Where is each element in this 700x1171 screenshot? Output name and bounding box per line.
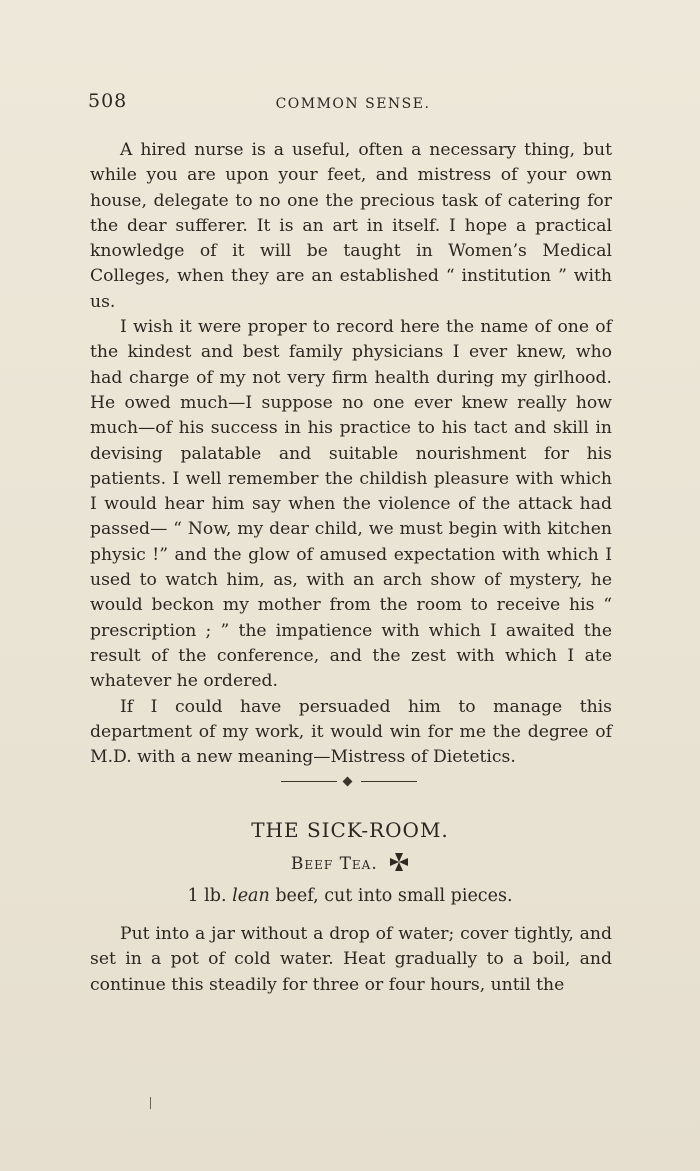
page-number: 508: [88, 90, 128, 112]
page-blemish: [150, 1097, 151, 1109]
page-header: [88, 90, 618, 120]
ingredient-prefix: 1 lb.: [187, 886, 233, 906]
paragraph: I wish it were proper to record here the name of one of the kindest and best family physicians I ever knew, who had charge of my not very firm health during my girlhood. He owed much—I suppose no one ever knew really how much—of his success in his practice to his tact and skill in devising palatable and suitable nourishment for his patients. I well remember the childish pleasure with which I would hear him say when the violence of the attack had passed— “ Now, my dear child, we must begin with kitchen physic !” and the glow of amused expectation with which I used to watch him, as, with an arch show of mystery, he would beckon my mother from the room to receive his “ prescription ; ” the impatience with which I awaited the result of the conference, and the zest with which I ate whatever he ordered.: [90, 317, 612, 692]
divider-line: [281, 781, 337, 782]
ingredient-suffix: beef, cut into small pieces.: [269, 886, 513, 906]
running-head: COMMON SENSE.: [275, 96, 431, 112]
maltese-cross-icon: [389, 852, 409, 872]
ingredient-line: [0, 886, 700, 906]
paragraph: A hired nurse is a useful, often a necessary thing, but while you are upon your feet, and mistress of your own house, delegate to no one the precious task of catering for the dear sufferer. It is an art in itself. I hope a practical knowledge of it will be taught in Women’s Medical Colleges, when they are an established “ institution ” with us.: [90, 140, 612, 312]
recipe-instructions: [90, 922, 612, 998]
section-divider: [281, 776, 417, 788]
ingredient-emphasis: lean: [232, 886, 270, 906]
diamond-ornament-icon: [343, 777, 353, 787]
recipe-title-text: Beef Tea.: [290, 854, 378, 874]
paragraph: Put into a jar without a drop of water; cover tightly, and set in a pot of cold water. Heat gradually to a boil, and continue this steadily for three or four hours, until the: [90, 924, 612, 995]
section-title: THE SICK-ROOM.: [251, 818, 449, 842]
recipe-title: [0, 852, 700, 874]
divider-line: [361, 781, 417, 782]
paragraph: If I could have persuaded him to manage this department of my work, it would win for me the degree of M.D. with a new meaning—Mistress of Dietetics.: [90, 696, 612, 768]
body-text: [90, 138, 612, 770]
